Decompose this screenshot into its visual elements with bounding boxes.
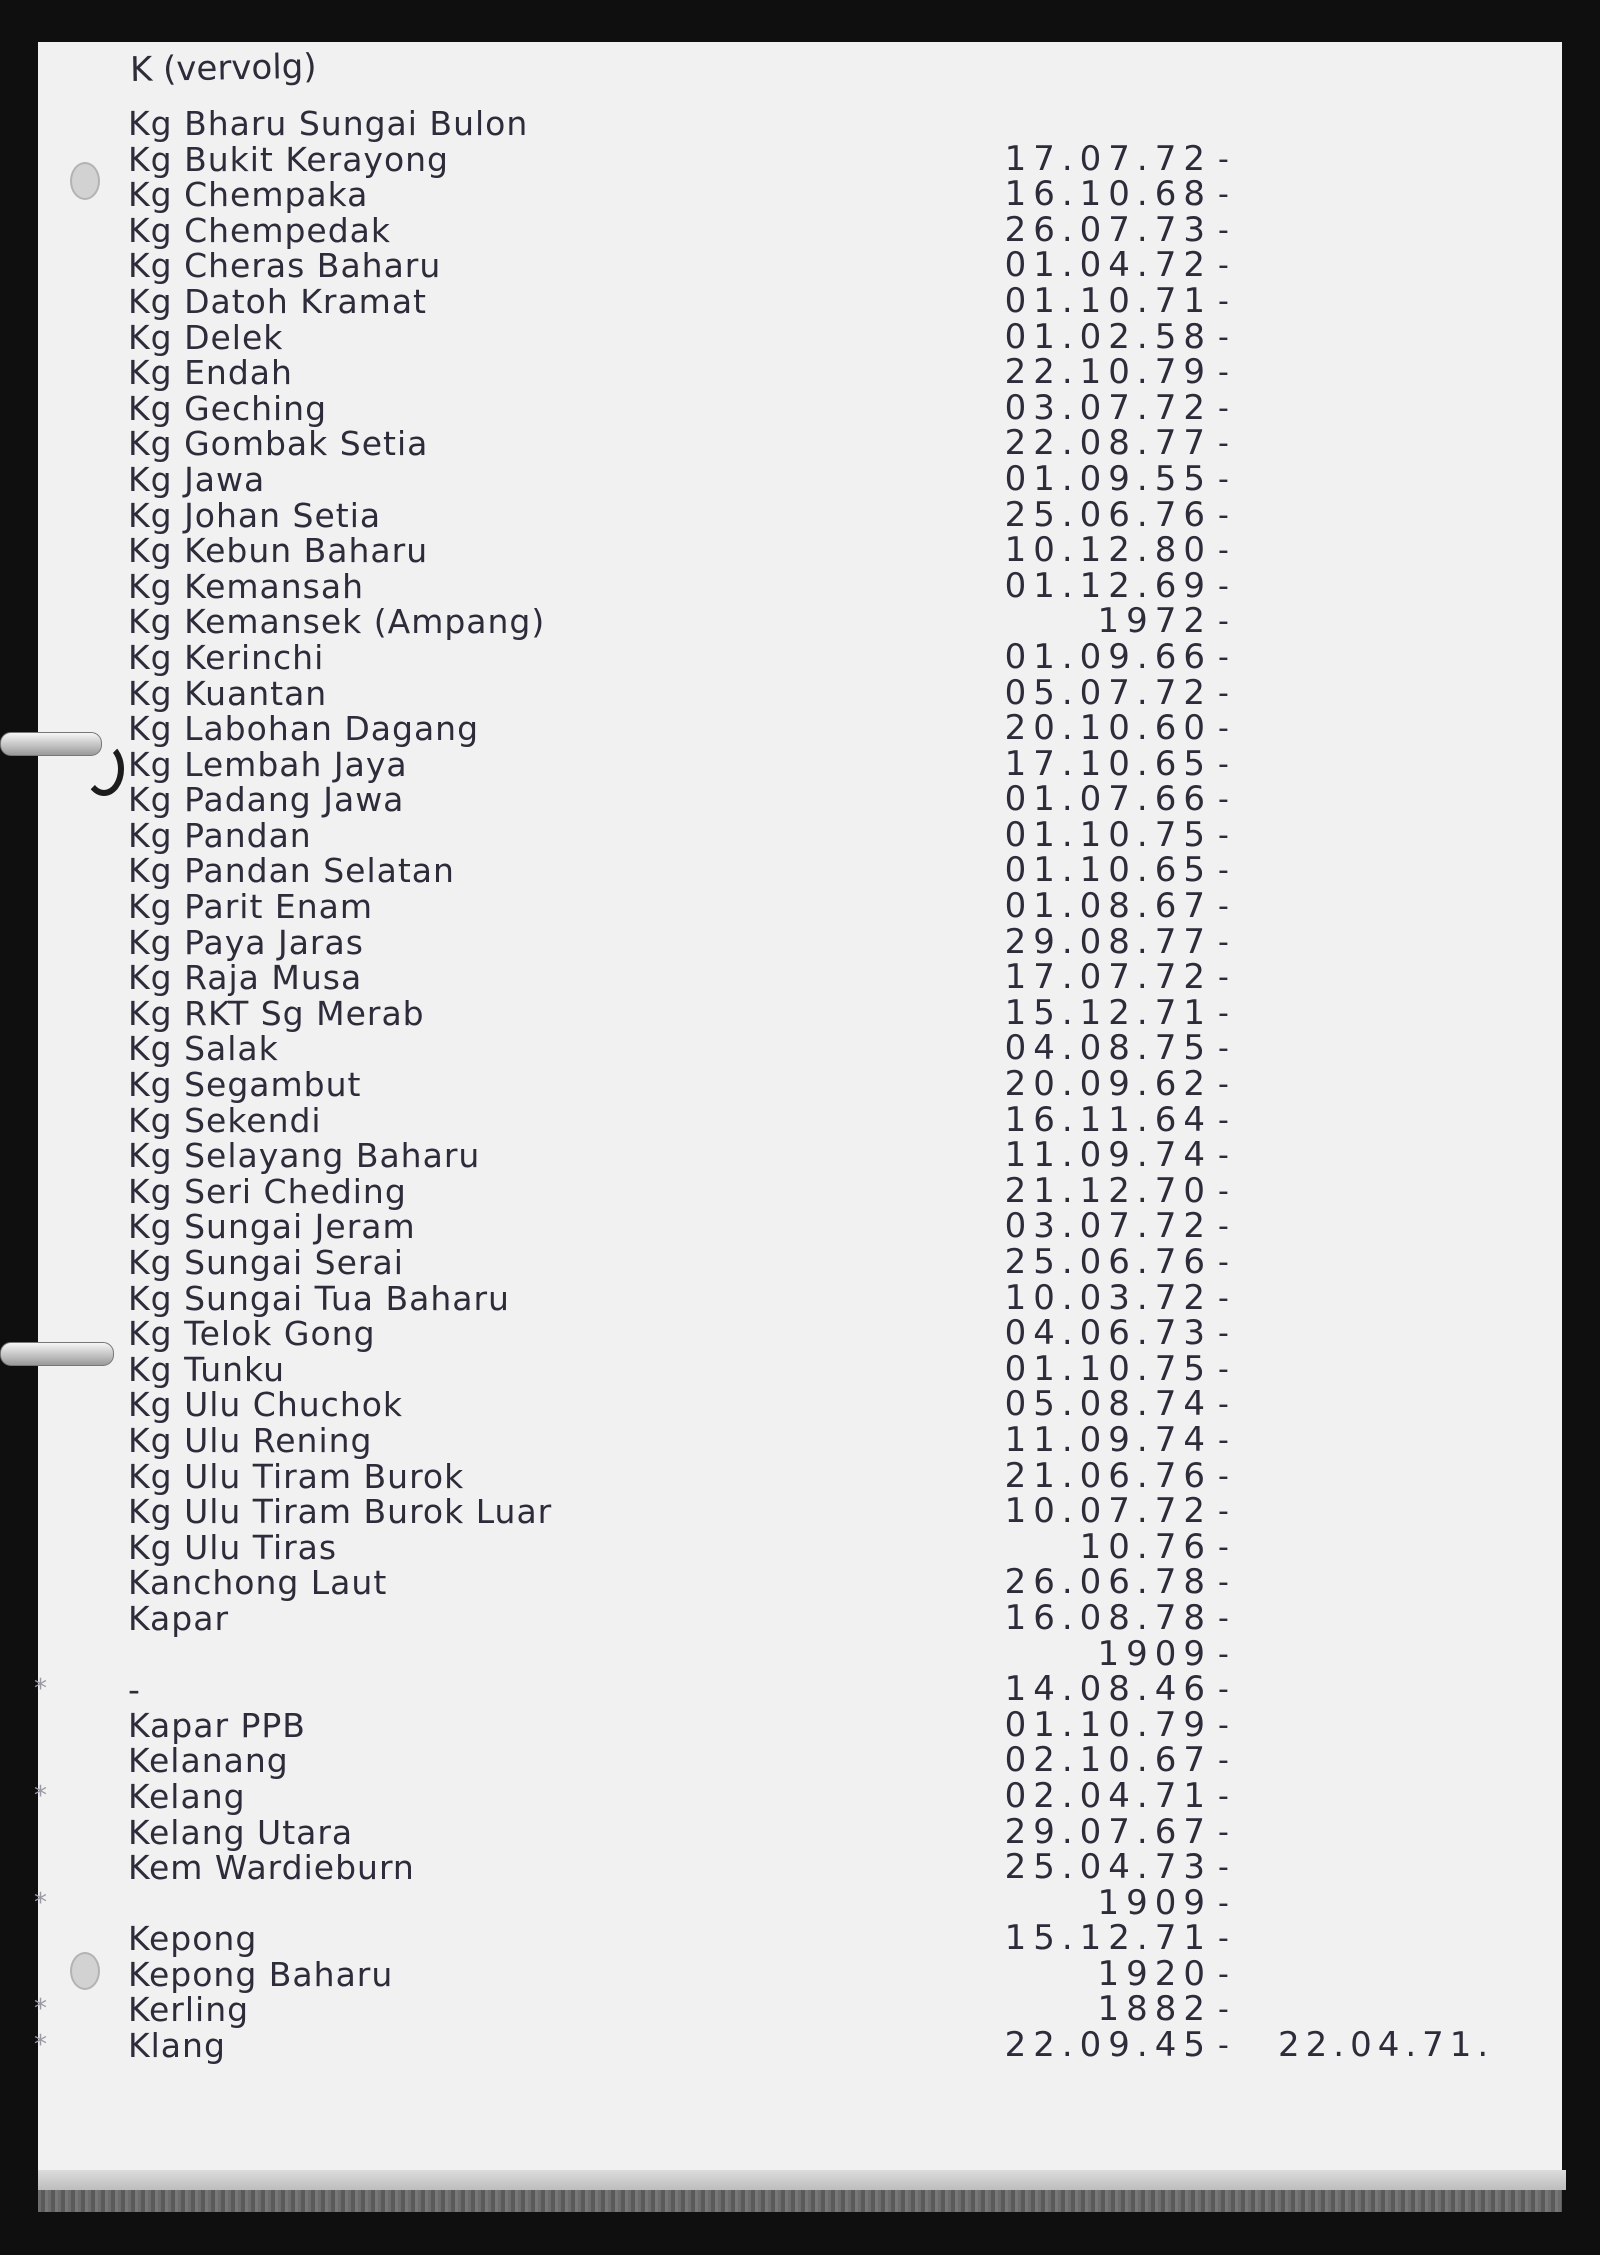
list-item	[38, 886, 1562, 927]
entry-name: Kg Ulu Rening	[128, 1420, 373, 1460]
entry-name: Kg Johan Setia	[128, 495, 382, 535]
entry-start-date: 25.06.76	[1004, 494, 1212, 535]
entry-start-date: 11.09.74	[1004, 1419, 1212, 1460]
entry-name: Kg Ulu Chuchok	[128, 1385, 404, 1425]
entry-name: Kg Ulu Tiram Burok	[128, 1456, 465, 1496]
list-item	[38, 565, 1562, 606]
entry-start-date: 05.07.72	[1004, 672, 1212, 713]
entry-dash: -	[1218, 461, 1229, 497]
entry-name: Kg Seri Cheding	[128, 1171, 407, 1211]
entry-start-date: 04.08.75	[1004, 1028, 1212, 1069]
entry-dash: -	[1218, 177, 1229, 213]
entry-start-date: 1920	[1097, 1953, 1212, 1994]
entry-dash: -	[1218, 1992, 1229, 2028]
entry-dash: -	[1218, 212, 1229, 248]
list-item	[38, 1242, 1562, 1282]
entry-start-date: 10.03.72	[1004, 1277, 1212, 1318]
list-item	[38, 1704, 1562, 1745]
list-item	[38, 1064, 1562, 1105]
entry-start-date: 01.10.75	[1004, 814, 1212, 855]
entry-start-date: 03.07.72	[1004, 1206, 1212, 1247]
entry-start-date: 21.06.76	[1004, 1455, 1212, 1496]
entry-name: Kelang Utara	[128, 1812, 354, 1852]
entry-name: Kg Pandan	[128, 815, 312, 855]
entry-start-date: 02.10.67	[1004, 1740, 1212, 1781]
list-item	[38, 174, 1562, 215]
entry-start-date: 22.08.77	[1004, 423, 1212, 464]
entry-list	[34, 104, 1562, 2066]
entry-dash: -	[1218, 283, 1229, 319]
background-mat	[38, 2190, 1562, 2212]
entry-dash: -	[1218, 1458, 1229, 1494]
entry-start-date: 26.06.78	[1004, 1562, 1212, 1603]
list-item	[38, 423, 1562, 464]
entry-dash: -	[1218, 319, 1229, 355]
entry-dash: -	[1218, 1316, 1229, 1352]
entry-name: Kg Segambut	[128, 1065, 362, 1105]
entry-start-date: 20.10.60	[1004, 708, 1212, 749]
list-item	[38, 1953, 1562, 1994]
entry-dash: -	[1218, 1636, 1229, 1672]
entry-name: Kg Gombak Setia	[128, 424, 429, 464]
entry-name: Kg Sungai Jeram	[128, 1207, 416, 1247]
entry-start-date: 15.12.71	[1004, 1918, 1212, 1959]
asterisk-mark: *	[34, 1887, 47, 1918]
list-item	[38, 1455, 1562, 1496]
entry-dash: -	[1218, 1138, 1229, 1174]
entry-start-date: 1972	[1097, 601, 1212, 642]
entry-name: Kg Paya Jaras	[128, 922, 364, 962]
entry-start-date: 01.09.66	[1004, 636, 1212, 677]
entry-dash: -	[1218, 1600, 1229, 1636]
page-stack-edge	[38, 2170, 1566, 2190]
entry-start-date: 1909	[1097, 1633, 1212, 1674]
entry-start-date: 10.07.72	[1004, 1491, 1212, 1532]
entry-start-date: 01.07.66	[1004, 779, 1212, 820]
entry-dash: -	[1218, 1245, 1229, 1280]
entry-dash: -	[1218, 1173, 1229, 1209]
entry-end-date: 22.04.71.	[1278, 2025, 1495, 2066]
list-item	[38, 636, 1562, 677]
list-item	[34, 2025, 1562, 2066]
entry-start-date: 11.09.74	[1004, 1135, 1212, 1176]
entry-dash: -	[1218, 355, 1229, 391]
list-item	[38, 1384, 1562, 1425]
entry-dash: -	[1218, 1067, 1229, 1103]
list-item	[38, 708, 1562, 749]
entry-name: Kg RKT Sg Merab	[128, 993, 425, 1033]
list-item	[38, 316, 1562, 357]
entry-dash: -	[1218, 782, 1229, 818]
binder-ring-bottom	[0, 1342, 114, 1366]
list-item	[34, 1989, 1562, 2030]
list-item	[38, 387, 1562, 428]
entry-dash: -	[1218, 604, 1229, 640]
entry-start-date: 29.08.77	[1004, 921, 1212, 962]
list-item	[38, 921, 1562, 962]
list-item	[38, 1135, 1562, 1176]
list-item	[38, 1170, 1562, 1211]
entry-name: Kg Kebun Baharu	[128, 531, 429, 571]
asterisk-mark: *	[34, 1780, 47, 1811]
list-item	[38, 779, 1562, 820]
list-item	[38, 957, 1562, 998]
entry-dash: -	[1218, 853, 1229, 889]
list-item	[38, 494, 1562, 535]
entry-name: Kg Delek	[128, 317, 284, 357]
entry-start-date: 01.09.55	[1004, 458, 1212, 499]
entry-start-date: 29.07.67	[1004, 1811, 1212, 1852]
entry-start-date: 10.76	[1079, 1526, 1212, 1567]
entry-name: Kanchong Laut	[128, 1563, 388, 1603]
entry-name: Kg Telok Gong	[128, 1314, 376, 1354]
entry-dash: -	[1218, 1102, 1229, 1138]
entry-start-date: 22.09.45	[1004, 2025, 1212, 2066]
entry-start-date: 17.10.65	[1004, 743, 1212, 784]
entry-name: Kg Datoh Kramat	[128, 281, 427, 321]
entry-name: Kg Ulu Tiras	[128, 1527, 338, 1567]
entry-name: Kg Salak	[128, 1029, 279, 1069]
list-item	[38, 743, 1562, 784]
list-item	[38, 1099, 1562, 1140]
entry-name: Kerling	[128, 1990, 250, 2030]
entry-start-date: 17.07.72	[1004, 138, 1212, 179]
entry-dash: -	[1218, 1850, 1229, 1886]
entry-name: Kg Sungai Tua Baharu	[128, 1278, 510, 1318]
entry-dash: -	[1218, 711, 1229, 747]
entry-dash: -	[1218, 995, 1229, 1031]
entry-name: Kg Tunku	[128, 1349, 286, 1389]
entry-dash: -	[1218, 746, 1229, 782]
entry-dash: -	[1218, 426, 1229, 462]
entry-dash: -	[1218, 817, 1229, 853]
entry-start-date: 04.06.73	[1004, 1313, 1212, 1354]
entry-start-date: 1882	[1097, 1989, 1212, 2030]
entry-name: Kelanang	[128, 1741, 289, 1781]
list-item	[38, 1597, 1562, 1638]
entry-start-date: 10.12.80	[1004, 530, 1212, 571]
entry-dash: -	[1218, 889, 1229, 925]
entry-name: Kem Wardieburn	[128, 1848, 415, 1888]
entry-name: Kg Bukit Kerayong	[128, 139, 450, 179]
entry-name: Kg Kemansah	[128, 566, 364, 606]
list-item	[38, 1740, 1562, 1781]
entry-start-date: 22.10.79	[1004, 352, 1212, 393]
list-item	[38, 1206, 1562, 1247]
entry-name: Kg Labohan Dagang	[128, 709, 480, 749]
list-item	[38, 106, 1562, 142]
entry-dash: -	[1218, 1814, 1229, 1850]
entry-start-date: 25.06.76	[1004, 1242, 1212, 1282]
list-item	[34, 1882, 1562, 1923]
entry-name: Kg Parit Enam	[128, 887, 374, 927]
entry-dash: -	[1218, 2028, 1229, 2064]
list-item	[38, 245, 1562, 286]
entry-dash: -	[1218, 1031, 1229, 1067]
list-item	[38, 1847, 1562, 1888]
list-item	[38, 458, 1562, 499]
entry-dash: -	[1218, 533, 1229, 569]
entry-name: Kg Selayang Baharu	[128, 1136, 481, 1176]
page-header: K (vervolg)	[129, 46, 317, 90]
entry-name: Kapar	[128, 1598, 230, 1638]
entry-start-date: 03.07.72	[1004, 387, 1212, 428]
list-item	[38, 1028, 1562, 1069]
entry-start-date: 16.08.78	[1004, 1597, 1212, 1638]
list-item	[38, 992, 1562, 1033]
entry-dash: -	[1218, 568, 1229, 604]
entry-start-date: 01.10.79	[1004, 1704, 1212, 1745]
entry-start-date: 01.10.65	[1004, 850, 1212, 891]
entry-start-date: 1909	[1097, 1882, 1212, 1923]
entry-start-date: 05.08.74	[1004, 1384, 1212, 1425]
list-item	[38, 1277, 1562, 1318]
entry-dash: -	[1218, 1778, 1229, 1814]
entry-name: Kelang	[128, 1776, 246, 1816]
entry-name: Kg Padang Jawa	[128, 780, 405, 820]
entry-name: Kg Cheras Baharu	[128, 246, 442, 286]
binder-hole-top	[70, 162, 100, 200]
entry-start-date: 21.12.70	[1004, 1170, 1212, 1211]
asterisk-mark: *	[34, 2030, 47, 2061]
binder-ring-top-end	[84, 742, 124, 796]
entry-dash: -	[1218, 1529, 1229, 1565]
entry-name: Kg Jawa	[128, 459, 266, 499]
list-item	[38, 672, 1562, 713]
entry-dash: -	[1218, 1351, 1229, 1387]
entry-name: Kepong Baharu	[128, 1954, 394, 1994]
entry-name: Kg Chempedak	[128, 210, 392, 250]
entry-name: Kg Ulu Tiram Burok Luar	[128, 1492, 553, 1532]
entry-name: Klang	[128, 2026, 226, 2066]
entry-dash: -	[1218, 1743, 1229, 1779]
list-item	[38, 1526, 1562, 1567]
entry-name: Kg Kemansek (Ampang)	[128, 602, 546, 642]
list-item	[38, 814, 1562, 855]
entry-name: Kg Kuantan	[128, 673, 328, 713]
list-item	[38, 352, 1562, 393]
asterisk-mark: *	[34, 1994, 47, 2025]
entry-name: Kepong	[128, 1919, 258, 1959]
entry-start-date: 16.11.64	[1004, 1099, 1212, 1140]
list-item	[34, 1775, 1562, 1816]
list-item	[38, 1419, 1562, 1460]
entry-dash: -	[1218, 1387, 1229, 1423]
entry-dash: -	[1218, 141, 1229, 177]
entry-dash: -	[1218, 1672, 1229, 1708]
entry-dash: -	[1218, 248, 1229, 284]
entry-dash: -	[1218, 639, 1229, 675]
entry-name: Kg Endah	[128, 353, 293, 393]
entry-dash: -	[1218, 390, 1229, 426]
list-item	[38, 1313, 1562, 1354]
entry-start-date: 16.10.68	[1004, 174, 1212, 215]
entry-start-date: 15.12.71	[1004, 992, 1212, 1033]
entry-dash: -	[1218, 1422, 1229, 1458]
entry-start-date: 17.07.72	[1004, 957, 1212, 998]
list-item	[38, 1348, 1562, 1389]
entry-name: Kg Kerinchi	[128, 637, 325, 677]
binder-hole-bottom	[70, 1952, 100, 1990]
entry-dash: -	[1218, 1707, 1229, 1743]
list-item	[34, 1669, 1562, 1710]
entry-dash: -	[1218, 1921, 1229, 1957]
entry-name: Kg Raja Musa	[128, 958, 363, 998]
entry-dash: -	[1218, 1280, 1229, 1316]
notebook-page	[34, 42, 1562, 2182]
list-item	[38, 601, 1562, 642]
entry-dash: -	[1218, 924, 1229, 960]
list-item	[38, 138, 1562, 179]
entry-dash: -	[1218, 1209, 1229, 1245]
entry-start-date: 01.10.75	[1004, 1348, 1212, 1389]
entry-name: Kg Sungai Serai	[128, 1243, 404, 1282]
list-item	[38, 1633, 1562, 1674]
list-item	[38, 280, 1562, 321]
entry-dash: -	[1218, 960, 1229, 996]
entry-start-date: 01.04.72	[1004, 245, 1212, 286]
entry-start-date: 20.09.62	[1004, 1064, 1212, 1105]
entry-dash: -	[1218, 1494, 1229, 1530]
entry-name: -	[128, 1670, 141, 1710]
entry-name: Kg Chempaka	[128, 175, 369, 215]
entry-start-date: 25.04.73	[1004, 1847, 1212, 1888]
list-item	[38, 1918, 1562, 1959]
entry-name: Kg Sekendi	[128, 1100, 322, 1140]
entry-start-date: 01.12.69	[1004, 565, 1212, 606]
entry-name: Kg Lembah Jaya	[128, 744, 408, 784]
list-item	[38, 530, 1562, 571]
entry-name: Kg Pandan Selatan	[128, 851, 455, 891]
list-item	[38, 850, 1562, 891]
list-item	[38, 1562, 1562, 1603]
entry-dash: -	[1218, 675, 1229, 711]
entry-start-date: 01.10.71	[1004, 280, 1212, 321]
entry-start-date: 01.08.67	[1004, 886, 1212, 927]
entry-start-date: 01.02.58	[1004, 316, 1212, 357]
entry-name: Kg Bharu Sungai Bulon	[128, 104, 529, 143]
asterisk-mark: *	[34, 1674, 47, 1705]
entry-start-date: 14.08.46	[1004, 1669, 1212, 1710]
entry-name: Kg Geching	[128, 388, 328, 428]
entry-dash: -	[1218, 1565, 1229, 1601]
list-item	[38, 209, 1562, 250]
entry-start-date: 02.04.71	[1004, 1775, 1212, 1816]
entry-start-date: 26.07.73	[1004, 209, 1212, 250]
entry-dash: -	[1218, 1956, 1229, 1992]
entry-dash: -	[1218, 1885, 1229, 1921]
list-item	[38, 1811, 1562, 1852]
entry-dash: -	[1218, 497, 1229, 533]
list-item	[38, 1491, 1562, 1532]
entry-name: Kapar PPB	[128, 1705, 306, 1745]
